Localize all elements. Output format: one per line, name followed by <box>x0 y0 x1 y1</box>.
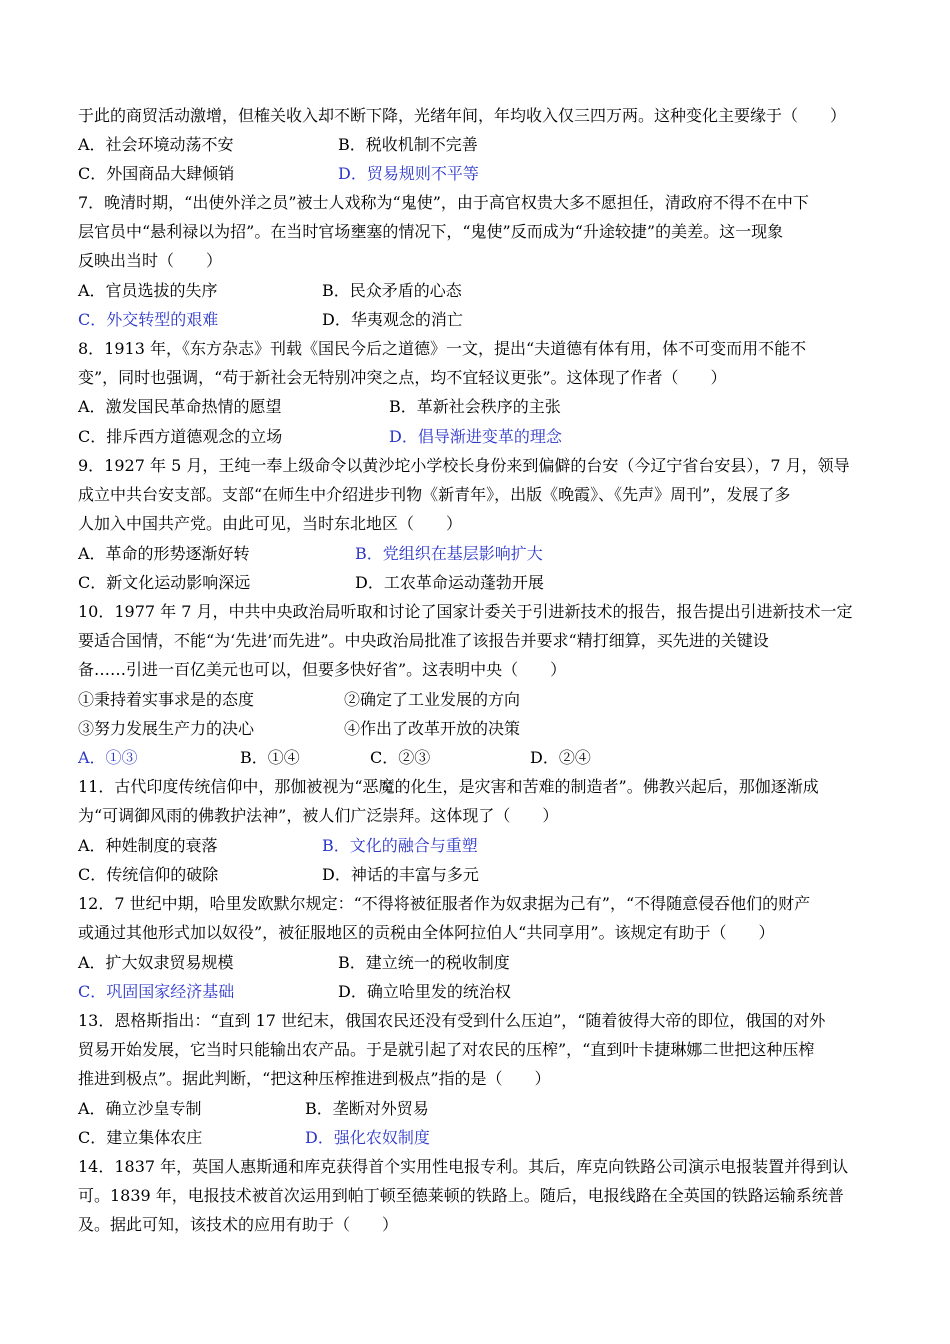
q8-option-b: B．革新社会秩序的主张 <box>389 397 561 416</box>
q10-option-c: C．②③ <box>370 748 431 767</box>
q6-stem: 于此的商贸活动激增，但榷关收入却不断下降，光绪年间，年均收入仅三四万两。这种变化主要缘于（ ） <box>78 106 847 125</box>
q11-stem-line1: 11．古代印度传统信仰中，那伽被视为“恶魔的化生，是灾害和苦难的制造者”。佛教兴起后，那伽逐渐成 <box>78 777 819 796</box>
q8-stem-line1: 8．1913 年，《东方杂志》刊载《国民今后之道德》一文，提出“夫道德有体有用，体不可变而用不能不 <box>78 339 807 358</box>
q6-option-c: C．外国商品大肆倾销 <box>78 164 235 183</box>
q11-option-a: A．种姓制度的衰落 <box>78 836 218 855</box>
q8-option-d-answer: D．倡导渐进变革的理念 <box>389 427 562 446</box>
q7-stem-line1: 7．晚清时期，“出使外洋之员”被士人戏称为“鬼使”，由于高官权贵大多不愿担任，清政府不得不在中下 <box>78 193 809 212</box>
q7-option-b: B．民众矛盾的心态 <box>322 281 462 300</box>
q14-stem-line3: 及。据此可知，该技术的应用有助于（ ） <box>78 1215 399 1234</box>
q11-stem-line2: 为“可调御风雨的佛教护法神”，被人们广泛崇拜。这体现了（ ） <box>78 806 559 825</box>
q7-option-d: D．华夷观念的消亡 <box>322 310 463 329</box>
q10-stem-line2: 要适合国情，不能“为‘先进’而先进”。中央政治局批准了该报告并要求“精打细算，买先进的关键设 <box>78 631 769 650</box>
q9-option-b-answer: B．党组织在基层影响扩大 <box>355 544 543 563</box>
q13-stem-line3: 推进到极点”。据此判断，“把这种压榨推进到极点”指的是（ ） <box>78 1069 551 1088</box>
q10-option-a-answer: A．①③ <box>78 748 138 767</box>
q13-option-d-answer: D．强化农奴制度 <box>305 1128 430 1147</box>
q11-option-c: C．传统信仰的破除 <box>78 865 219 884</box>
q13-option-c: C．建立集体农庄 <box>78 1128 203 1147</box>
q7-option-a: A．官员选拔的失序 <box>78 281 218 300</box>
q14-stem-line1: 14．1837 年，英国人惠斯通和库克获得首个实用性电报专利。其后，库克向铁路公司演示电报装置并得到认 <box>78 1157 849 1176</box>
q9-option-a: A．革命的形势逐渐好转 <box>78 544 250 563</box>
q6-option-a: A．社会环境动荡不安 <box>78 135 234 154</box>
q10-stem-line1: 10．1977 年 7 月，中共中央政治局听取和讨论了国家计委关于引进新技术的报告，报告提出引进新技术一定 <box>78 602 853 621</box>
q8-stem-line2: 变”，同时也强调，“苟于新社会无特别冲突之点，均不宜轻议更张”。这体现了作者（ ） <box>78 368 727 387</box>
q7-stem-line3: 反映出当时（ ） <box>78 251 223 270</box>
q12-option-a: A．扩大奴隶贸易规模 <box>78 953 234 972</box>
q10-stem-line3: 备……引进一百亿美元也可以，但要多快好省”。这表明中央（ ） <box>78 660 567 679</box>
q10-statement-2: ②确定了工业发展的方向 <box>344 690 521 709</box>
q8-option-a: A．激发国民革命热情的愿望 <box>78 397 282 416</box>
q10-statement-4: ④作出了改革开放的决策 <box>344 719 521 738</box>
q9-option-d: D．工农革命运动蓬勃开展 <box>355 573 544 592</box>
q13-stem-line1: 13．恩格斯指出：“直到 17 世纪末，俄国农民还没有受到什么压迫”，“随着彼得大帝的即位，俄国的对外 <box>78 1011 826 1030</box>
q7-option-c-answer: C．外交转型的艰难 <box>78 310 219 329</box>
q13-option-b: B．垄断对外贸易 <box>305 1099 429 1118</box>
q10-statement-3: ③努力发展生产力的决心 <box>78 719 255 738</box>
q11-option-b-answer: B．文化的融合与重塑 <box>322 836 478 855</box>
q10-option-d: D．②④ <box>530 748 591 767</box>
q10-statement-1: ①秉持着实事求是的态度 <box>78 690 255 709</box>
q12-stem-line1: 12．7 世纪中期，哈里发欧默尔规定：“不得将被征服者作为奴隶据为己有”，“不得随意侵吞他们的财产 <box>78 894 811 913</box>
q9-stem-line1: 9．1927 年 5 月，王纯一奉上级命令以黄沙坨小学校长身份来到偏僻的台安（今辽宁省台安县），7 月，领导 <box>78 456 850 475</box>
q12-option-c-answer: C．巩固国家经济基础 <box>78 982 235 1001</box>
q12-option-b: B．建立统一的税收制度 <box>338 953 510 972</box>
q6-option-b: B．税收机制不完善 <box>338 135 478 154</box>
q13-option-a: A．确立沙皇专制 <box>78 1099 202 1118</box>
q8-option-c: C．排斥西方道德观念的立场 <box>78 427 283 446</box>
q9-option-c: C．新文化运动影响深远 <box>78 573 251 592</box>
q11-option-d: D．神话的丰富与多元 <box>322 865 479 884</box>
q10-option-b: B．①④ <box>240 748 300 767</box>
q9-stem-line2: 成立中共台安支部。支部“在师生中介绍进步刊物《新青年》，出版《晚霞》、《先声》周刊”，发展了多 <box>78 485 791 504</box>
q12-option-d: D．确立哈里发的统治权 <box>338 982 511 1001</box>
q7-stem-line2: 层官员中“悬利禄以为招”。在当时官场壅塞的情况下，“鬼使”反而成为“升途较捷”的美差。这一现象 <box>78 222 784 241</box>
q12-stem-line2: 或通过其他形式加以奴役”，被征服地区的贡税由全体阿拉伯人“共同享用”。该规定有助于（ ） <box>78 923 775 942</box>
q13-stem-line2: 贸易开始发展，它当时只能输出农产品。于是就引起了对农民的压榨”，“直到叶卡捷琳娜二世把这种压榨 <box>78 1040 815 1059</box>
q9-stem-line3: 人加入中国共产党。由此可见，当时东北地区（ ） <box>78 514 463 533</box>
q6-option-d-answer: D．贸易规则不平等 <box>338 164 479 183</box>
q14-stem-line2: 可。1839 年，电报技术被首次运用到帕丁顿至德莱顿的铁路上。随后，电报线路在全英国的铁路运输系统普 <box>78 1186 844 1205</box>
